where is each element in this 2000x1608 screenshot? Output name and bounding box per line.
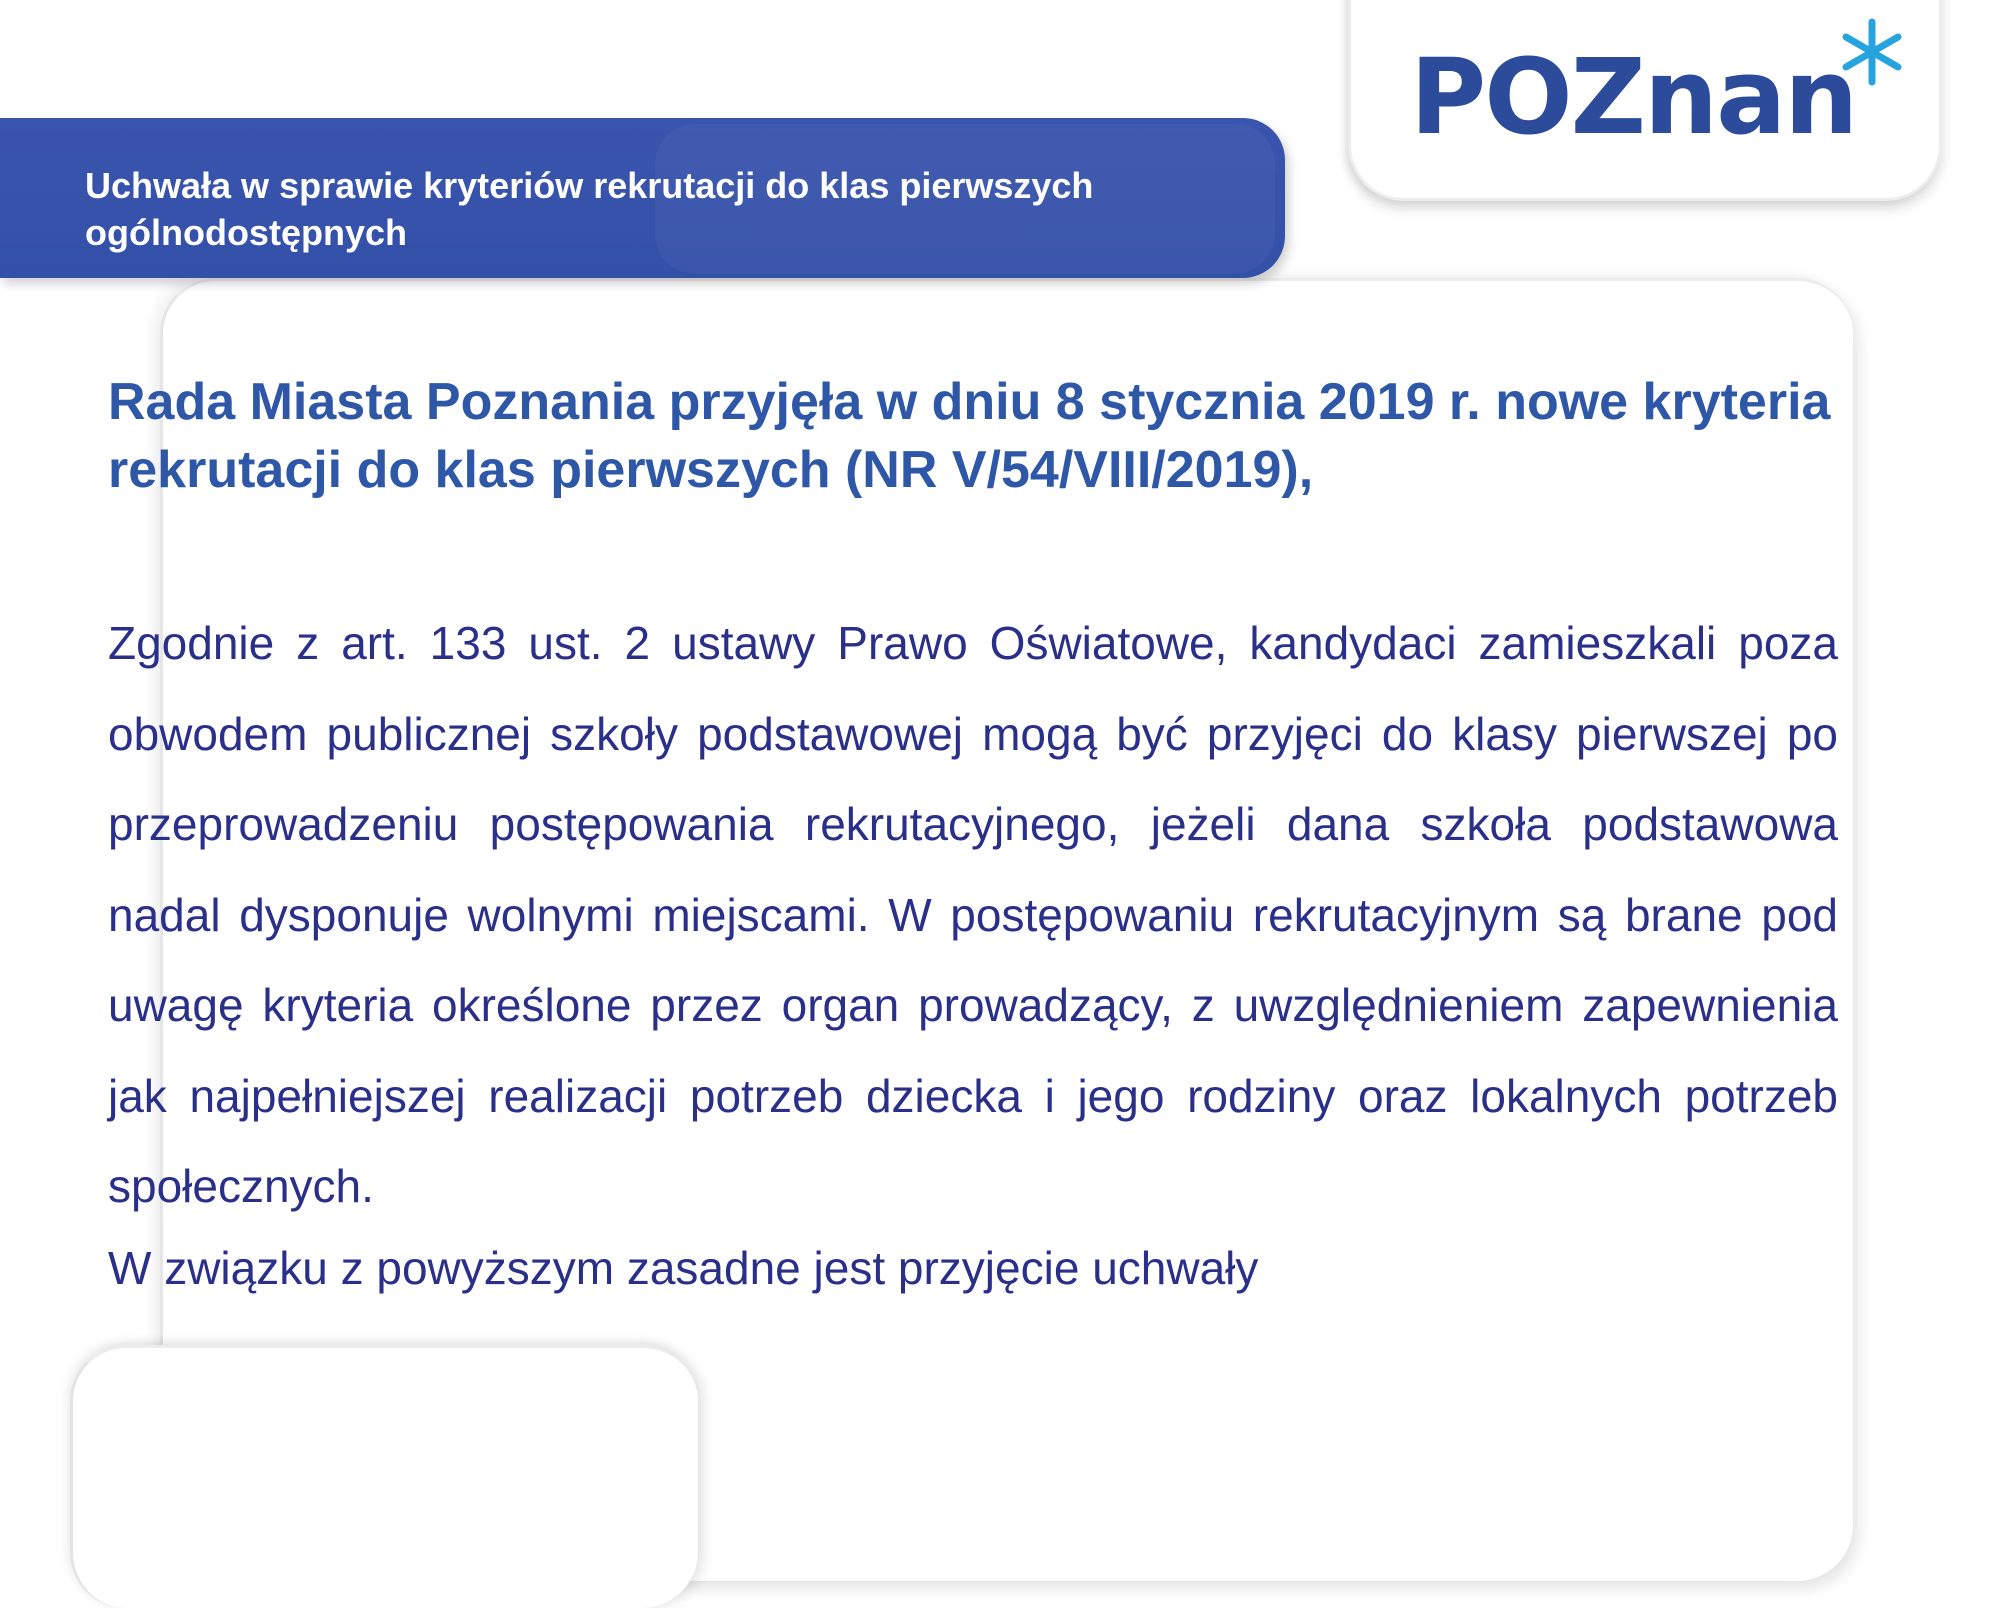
header-title: Uchwała w sprawie kryteriów rekrutacji do klas pierwszych ogólnodostępnych (85, 165, 1094, 253)
asterisk-star-icon (1838, 18, 1906, 86)
body-paragraph: Zgodnie z art. 133 ust. 2 ustawy Prawo Oświatowe, kandydaci zamieszkali poza obwodem publicznej szkoły podstawowej mogą być przyjęci do klasy pierwszej po przeprowadzeniu postępowania rekrutacyjnego, jeżeli dana szkoła podstawowa nadal dysponuje wolnymi miejscami. W postępowaniu rekrutacyjnym są brane pod uwagę kryteria określone przez organ prowadzący, z uwzględnieniem zapewnienia jak najpełniejszej realizacji potrzeb dziecka i jego rodziny oraz lokalnych potrzeb społecznych. (108, 617, 1838, 1212)
logo-text: POZnan (1410, 36, 1857, 158)
headline: Rada Miasta Poznania przyjęła w dniu 8 stycznia 2019 r. nowe kryteria rekrutacji do klas pierwszych (NR V/54/VIII/2019), (108, 373, 1831, 499)
header-band (0, 118, 1285, 278)
body-conclusion: W związku z powyższym zasadne jest przyjęcie uchwały (108, 1242, 1259, 1294)
poznan-logo (1410, 36, 1910, 158)
bottom-frame-panel (70, 1345, 698, 1608)
